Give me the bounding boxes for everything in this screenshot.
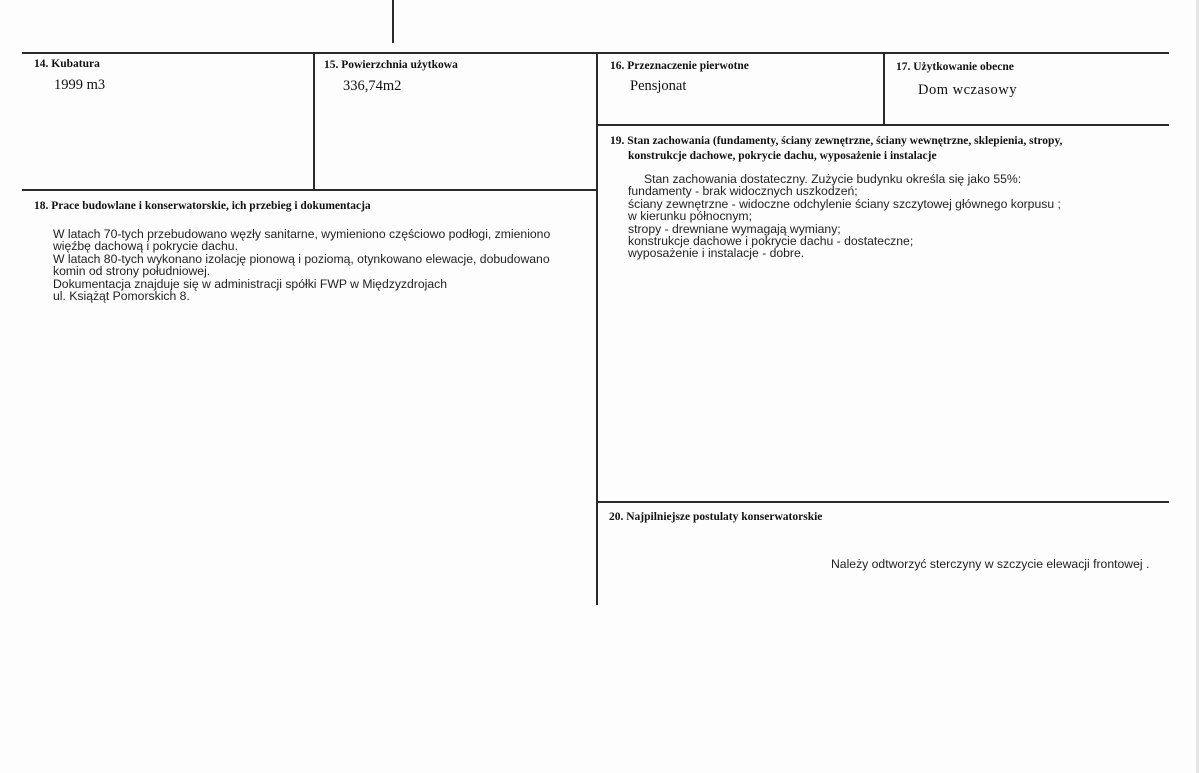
rule-above-18 — [22, 189, 598, 191]
field-16-label: 16. Przeznaczenie pierwotne — [610, 60, 749, 72]
field-18-line: Dokumentacja znajduje się w administracji spółki FWP w Międzyzdrojach — [53, 276, 447, 291]
field-15-value: 336,74m2 — [343, 78, 402, 94]
field-17-label: 17. Użytkowanie obecne — [896, 61, 1014, 73]
field-19-line: w kierunku północnym; — [628, 209, 752, 224]
field-19-line: wyposażenie i instalacje - dobre. — [628, 246, 805, 261]
field-14-label: 14. Kubatura — [34, 58, 100, 70]
rule-above-20 — [597, 501, 1169, 503]
field-19-line: ściany zewnętrzne - widoczne odchylenie ściany szczytowej głównego korpusu ; — [628, 196, 1061, 211]
field-19-text — [628, 173, 1061, 260]
field-20-label: 20. Najpilniejsze postulaty konserwatorskie — [609, 511, 823, 523]
field-19-line: fundamenty - brak widocznych uszkodzeń; — [628, 184, 858, 199]
divider-16-17 — [883, 53, 885, 125]
field-19-label-line: 19. Stan zachowania (fundamenty, ściany zewnętrzne, ściany wewnętrzne, sklepienia, stropy, — [610, 135, 1063, 147]
field-18-text — [53, 228, 550, 302]
field-15-label: 15. Powierzchnia użytkowa — [324, 59, 458, 71]
top-center-divider — [392, 0, 394, 43]
field-18-line: ul. Książąt Pomorskich 8. — [53, 289, 190, 304]
field-19-label-line: konstrukcje dachowe, pokrycie dachu, wyposażenie i instalacje — [628, 150, 937, 162]
field-18-label: 18. Prace budowlane i konserwatorskie, ich przebieg i dokumentacja — [34, 200, 371, 212]
divider-14-15 — [313, 53, 315, 190]
field-18-line: W latach 80-tych wykonano izolację pionową i poziomą, otynkowano elewacje, dobudowano — [53, 251, 550, 266]
divider-left-right — [596, 53, 598, 605]
field-14-value: 1999 m3 — [54, 77, 106, 93]
field-18-line: więźbę dachową i pokrycie dachu. — [53, 239, 238, 254]
field-19-line: Stan zachowania dostateczny. Zużycie budynku określa się jako 55%: — [644, 172, 1022, 186]
field-18-line: komin od strony południowej. — [53, 264, 211, 279]
field-19-label — [610, 134, 1062, 164]
field-18-line: W latach 70-tych przebudowano węzły sanitarne, wymieniono częściowo podłogi, zmieniono — [53, 227, 551, 241]
field-17-value: Dom wczasowy — [918, 82, 1018, 98]
field-19-line: konstrukcje dachowe i pokrycie dachu - dostateczne; — [628, 234, 914, 249]
field-16-value: Pensjonat — [630, 78, 687, 94]
field-19-line: stropy - drewniane wymagają wymiany; — [628, 221, 841, 236]
rule-below-16-17 — [597, 124, 1169, 126]
field-20-text: Należy odtworzyć sterczyny w szczycie elewacji frontowej . — [831, 557, 1150, 571]
top-row-rule-left — [22, 52, 598, 54]
